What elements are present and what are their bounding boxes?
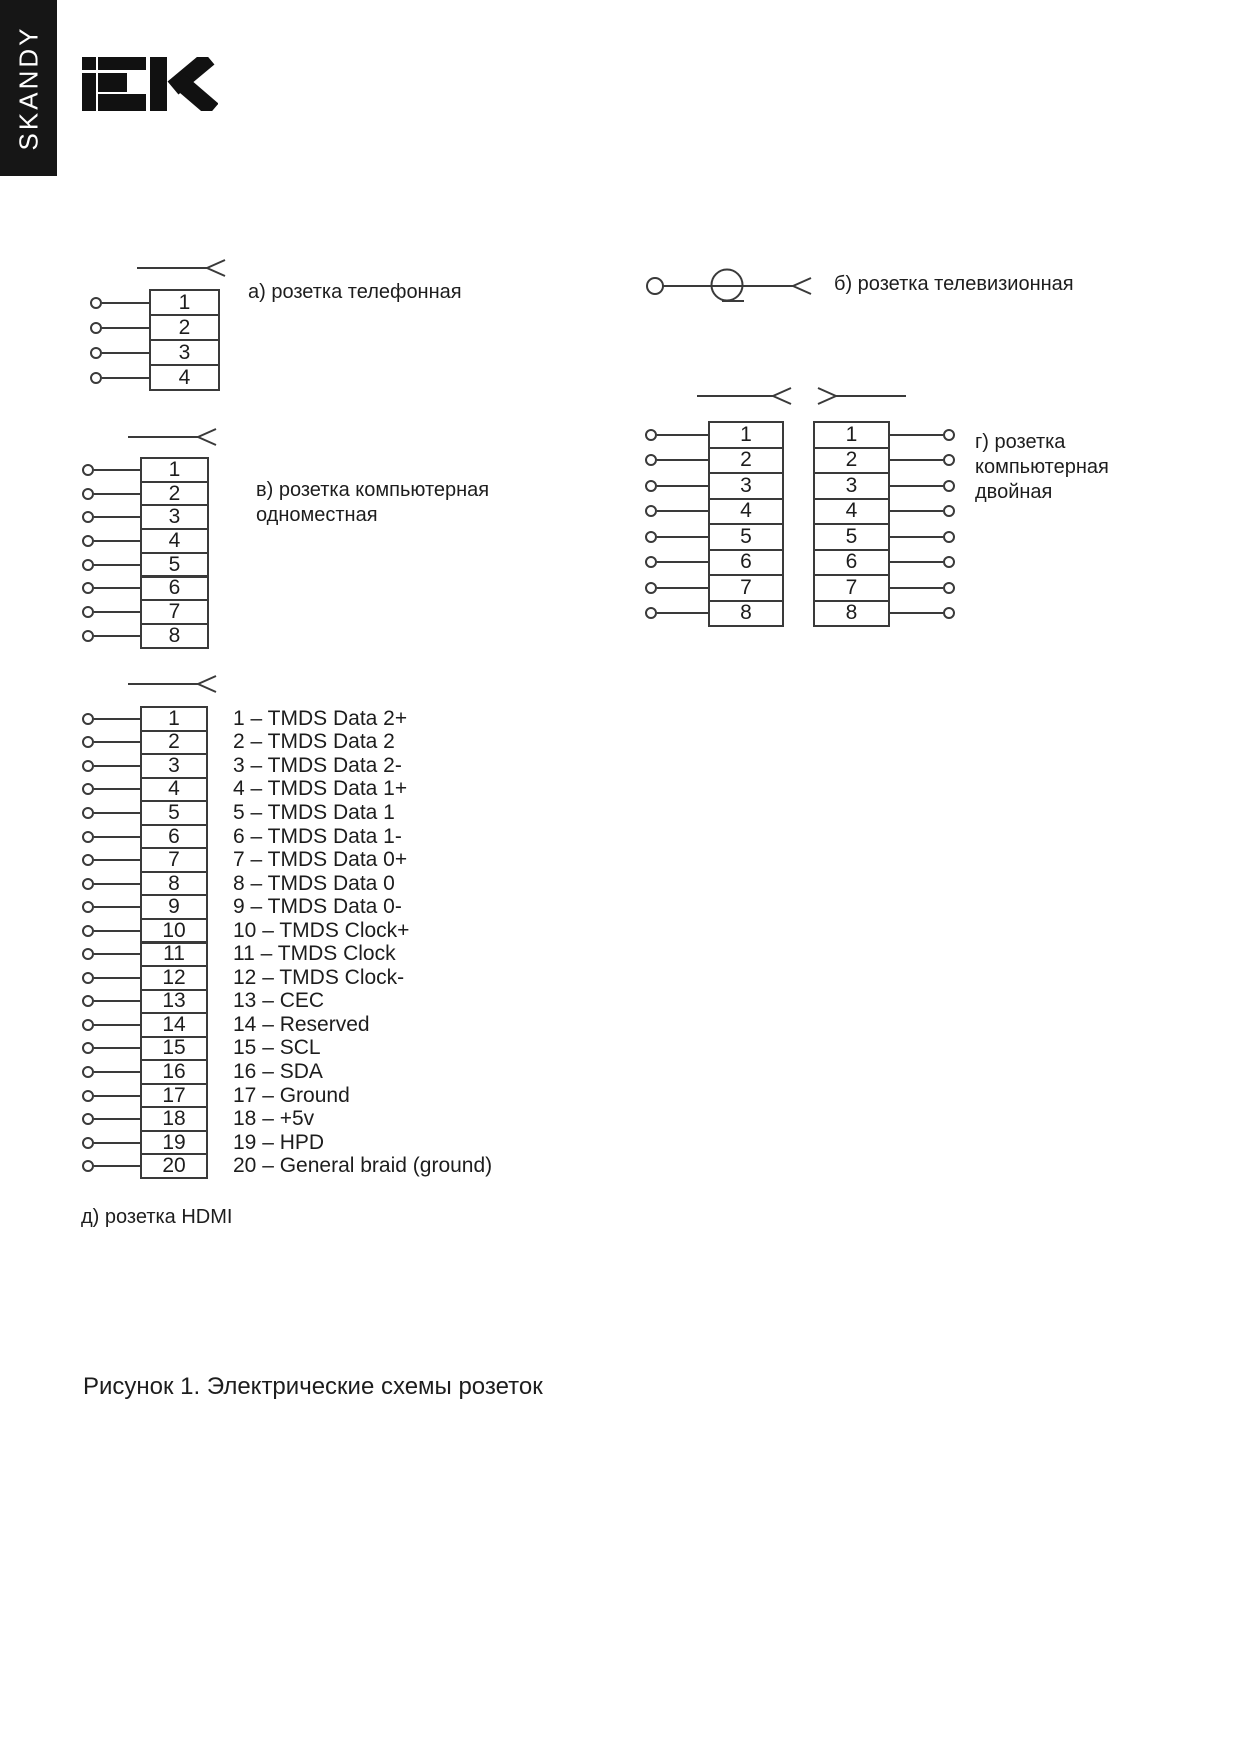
pin-number-cell: 4 (140, 528, 209, 554)
diagram-caption: а) розетка телефонная (248, 281, 462, 303)
pin-wire (102, 327, 149, 329)
diagram-caption-line: компьютерная (975, 456, 1109, 478)
pin-description: 15 – SCL (233, 1036, 321, 1060)
pin-number-cell: 13 (140, 989, 208, 1015)
pin-number-cell: 10 (140, 918, 208, 944)
pin-row (82, 623, 209, 649)
pin-row (82, 552, 209, 578)
pin-wire (94, 516, 140, 518)
pin-row (82, 528, 209, 554)
pin-row (82, 1130, 324, 1156)
pin-wire (94, 765, 140, 767)
diagram-computer-socket-double (645, 385, 1215, 665)
pin-number-cell: 15 (140, 1036, 208, 1062)
pin-terminal-circle (82, 972, 94, 984)
pin-number-cell: 5 (813, 523, 890, 551)
pin-description: 5 – TMDS Data 1 (233, 800, 395, 824)
pin-terminal-circle (82, 1113, 94, 1125)
pin-number-cell: 8 (813, 600, 890, 628)
pin-description: 2 – TMDS Data 2 (233, 730, 395, 754)
pin-terminal-circle (82, 606, 94, 618)
pin-row (82, 753, 402, 779)
pin-number-cell: 5 (140, 552, 209, 578)
pin-row (645, 498, 784, 526)
pin-row (813, 498, 955, 526)
pin-row (82, 942, 396, 968)
pin-terminal-circle (82, 948, 94, 960)
diagram-tv-socket (575, 262, 1215, 322)
pin-wire (94, 587, 140, 589)
pin-number-cell: 3 (813, 472, 890, 500)
pin-row (82, 1036, 321, 1062)
pin-wire (94, 859, 140, 861)
pin-terminal-circle (82, 736, 94, 748)
pin-wire (94, 1118, 140, 1120)
pin-number-cell: 6 (708, 549, 784, 577)
pin-row (813, 472, 955, 500)
pin-number-cell: 6 (140, 824, 208, 850)
pin-terminal-circle (943, 429, 955, 441)
pin-row (90, 314, 220, 341)
pin-number-cell: 16 (140, 1059, 208, 1085)
pin-terminal-circle (82, 995, 94, 1007)
pin-wire (657, 485, 708, 487)
pin-row (82, 965, 404, 991)
pin-wire (94, 1024, 140, 1026)
pin-number-cell: 7 (708, 574, 784, 602)
pin-wire (94, 1142, 140, 1144)
pin-terminal-circle (82, 1160, 94, 1172)
pin-number-cell: 8 (140, 623, 209, 649)
diagram-caption (975, 430, 1109, 505)
pin-wire (94, 1047, 140, 1049)
pin-description: 4 – TMDS Data 1+ (233, 777, 408, 801)
pin-terminal-circle (82, 464, 94, 476)
pin-wire (94, 1165, 140, 1167)
pin-terminal-circle (82, 582, 94, 594)
pin-wire (657, 434, 708, 436)
pin-terminal-circle (943, 454, 955, 466)
pin-number-cell: 1 (708, 421, 784, 449)
pin-row (82, 1059, 323, 1085)
pin-number-cell: 4 (708, 498, 784, 526)
pin-terminal-circle (82, 925, 94, 937)
pin-terminal-circle (82, 1042, 94, 1054)
pin-terminal-circle (645, 582, 657, 594)
pin-terminal-circle (645, 454, 657, 466)
pin-row (645, 523, 784, 551)
plug-contact-symbol-mirrored (816, 385, 906, 407)
pin-description: 9 – TMDS Data 0- (233, 895, 402, 919)
pin-terminal-circle (645, 429, 657, 441)
plug-contact-symbol (137, 257, 227, 279)
pin-number-cell: 18 (140, 1106, 208, 1132)
pin-terminal-circle (943, 556, 955, 568)
diagram-caption: б) розетка телевизионная (834, 273, 1074, 295)
pin-number-cell: 11 (140, 942, 208, 968)
pin-number-cell: 3 (149, 339, 220, 366)
pin-wire (94, 493, 140, 495)
pin-wire (94, 1071, 140, 1073)
pin-wire (94, 930, 140, 932)
diagram-caption-line: в) розетка компьютерная (256, 479, 490, 501)
diagram-computer-socket-single (82, 428, 582, 678)
pin-description: 20 – General braid (ground) (233, 1154, 493, 1178)
pin-row (82, 1153, 492, 1179)
pin-description: 10 – TMDS Clock+ (233, 918, 410, 942)
pin-description: 8 – TMDS Data 0 (233, 871, 395, 895)
pin-row (82, 599, 209, 625)
pin-number-cell: 14 (140, 1012, 208, 1038)
diagram-caption: д) розетка HDMI (81, 1206, 233, 1228)
pin-terminal-circle (82, 807, 94, 819)
pin-number-cell: 7 (813, 574, 890, 602)
pin-terminal-circle (90, 297, 102, 309)
pin-wire (94, 1000, 140, 1002)
pin-terminal-circle (82, 1137, 94, 1149)
pin-number-cell: 3 (708, 472, 784, 500)
pin-row (645, 472, 784, 500)
pin-terminal-circle (645, 480, 657, 492)
pin-number-cell: 1 (149, 289, 220, 316)
pin-number-cell: 5 (140, 800, 208, 826)
tv-socket-symbol (645, 268, 825, 308)
plug-contact-symbol (697, 385, 793, 407)
pin-terminal-circle (645, 556, 657, 568)
pin-description: 11 – TMDS Clock (233, 942, 396, 966)
pin-terminal-circle (82, 854, 94, 866)
pin-terminal-circle (82, 1090, 94, 1102)
pin-terminal-circle (645, 607, 657, 619)
pin-description: 3 – TMDS Data 2- (233, 753, 402, 777)
pin-description: 19 – HPD (233, 1130, 325, 1154)
pin-terminal-circle (82, 511, 94, 523)
pin-terminal-circle (943, 582, 955, 594)
pin-number-cell: 2 (140, 730, 208, 756)
pin-row (645, 600, 784, 628)
brand-sidebar (0, 0, 57, 176)
pin-terminal-circle (943, 480, 955, 492)
pin-row (645, 447, 784, 475)
pin-number-cell: 2 (140, 481, 209, 507)
pin-wire (657, 587, 708, 589)
pin-terminal-circle (82, 488, 94, 500)
pin-row (645, 574, 784, 602)
pin-description: 6 – TMDS Data 1- (233, 824, 402, 848)
pin-number-cell: 8 (140, 871, 208, 897)
pin-terminal-circle (82, 535, 94, 547)
pin-number-cell: 1 (813, 421, 890, 449)
pin-number-cell: 7 (140, 599, 209, 625)
pin-number-cell: 4 (140, 777, 208, 803)
diagram-caption (256, 478, 489, 528)
pin-row (82, 777, 407, 803)
pin-wire (890, 434, 943, 436)
pin-row (813, 447, 955, 475)
pin-wire (94, 741, 140, 743)
pin-wire (657, 459, 708, 461)
pin-terminal-circle (645, 505, 657, 517)
pin-wire (657, 536, 708, 538)
pin-number-cell: 5 (708, 523, 784, 551)
pin-row (82, 576, 209, 602)
pin-wire (102, 302, 149, 304)
pin-number-cell: 17 (140, 1083, 208, 1109)
pin-description: 13 – CEC (233, 989, 325, 1013)
diagram-caption-line: двойная (975, 481, 1053, 503)
pin-wire (94, 718, 140, 720)
pin-number-cell: 19 (140, 1130, 208, 1156)
pin-row (82, 504, 209, 530)
pin-number-cell: 20 (140, 1153, 208, 1179)
pin-number-cell: 1 (140, 457, 209, 483)
pin-number-cell: 7 (140, 847, 208, 873)
pin-number-cell: 8 (708, 600, 784, 628)
pin-terminal-circle (90, 347, 102, 359)
pin-number-cell: 4 (149, 364, 220, 391)
pin-row (645, 421, 784, 449)
pin-description: 12 – TMDS Clock- (233, 965, 405, 989)
iek-logo (82, 57, 218, 111)
pin-number-cell: 3 (140, 504, 209, 530)
pin-row (813, 421, 955, 449)
pin-row (82, 457, 209, 483)
pin-number-cell: 2 (708, 447, 784, 475)
pin-wire (94, 469, 140, 471)
pin-row (82, 1106, 314, 1132)
pin-wire (890, 510, 943, 512)
pin-row (813, 600, 955, 628)
pin-wire (890, 587, 943, 589)
diagram-telephone-socket (82, 258, 522, 408)
pin-row (82, 730, 395, 756)
pin-row (82, 800, 395, 826)
pin-wire (94, 788, 140, 790)
pin-row (82, 989, 324, 1015)
pin-terminal-circle (82, 760, 94, 772)
pin-number-cell: 2 (149, 314, 220, 341)
pin-terminal-circle (82, 1019, 94, 1031)
pin-row (813, 574, 955, 602)
pin-wire (94, 635, 140, 637)
pin-wire (890, 459, 943, 461)
pin-terminal-circle (82, 713, 94, 725)
pin-terminal-circle (943, 505, 955, 517)
pin-wire (657, 561, 708, 563)
pin-wire (94, 953, 140, 955)
pin-wire (890, 561, 943, 563)
pin-description: 7 – TMDS Data 0+ (233, 848, 408, 872)
pin-wire (890, 485, 943, 487)
brand-vertical-label: SKANDY (13, 25, 43, 151)
pin-number-cell: 12 (140, 965, 208, 991)
pin-row (90, 289, 220, 316)
diagram-hdmi-socket (82, 673, 822, 1263)
pin-wire (94, 977, 140, 979)
pin-terminal-circle (82, 630, 94, 642)
pin-description: 14 – Reserved (233, 1012, 370, 1036)
pin-wire (94, 1095, 140, 1097)
pin-row (82, 824, 402, 850)
pin-terminal-circle (82, 559, 94, 571)
pin-row (90, 364, 220, 391)
pin-row (82, 894, 402, 920)
pin-number-cell: 9 (140, 894, 208, 920)
pin-description: 16 – SDA (233, 1060, 323, 1084)
pin-number-cell: 4 (813, 498, 890, 526)
pin-row (82, 1083, 350, 1109)
pin-wire (94, 836, 140, 838)
pin-wire (657, 510, 708, 512)
pin-wire (94, 883, 140, 885)
pin-wire (102, 377, 149, 379)
pin-terminal-circle (943, 607, 955, 619)
pin-wire (94, 812, 140, 814)
pin-terminal-circle (82, 831, 94, 843)
pin-terminal-circle (943, 531, 955, 543)
pin-terminal-circle (645, 531, 657, 543)
pin-wire (94, 906, 140, 908)
pin-terminal-circle (82, 878, 94, 890)
pin-wire (94, 564, 140, 566)
pin-row (645, 549, 784, 577)
pin-wire (657, 612, 708, 614)
pin-description: 1 – TMDS Data 2+ (233, 706, 408, 730)
pin-number-cell: 6 (813, 549, 890, 577)
diagram-caption-line: г) розетка (975, 431, 1066, 453)
plug-contact-symbol (128, 673, 218, 695)
pin-row (90, 339, 220, 366)
pin-wire (890, 536, 943, 538)
pin-wire (94, 611, 140, 613)
pin-terminal-circle (90, 372, 102, 384)
pin-terminal-circle (82, 783, 94, 795)
pin-description: 18 – +5v (233, 1107, 315, 1131)
pin-row (82, 1012, 370, 1038)
pin-number-cell: 1 (140, 706, 208, 732)
pin-row (82, 847, 407, 873)
pin-row (82, 706, 407, 732)
pin-number-cell: 6 (140, 576, 209, 602)
figure-caption: Рисунок 1. Электрические схемы розеток (83, 1373, 543, 1400)
pin-row (813, 549, 955, 577)
pin-terminal-circle (90, 322, 102, 334)
pin-row (813, 523, 955, 551)
plug-contact-symbol (128, 426, 218, 448)
pin-row (82, 918, 409, 944)
pin-description: 17 – Ground (233, 1083, 350, 1107)
pin-number-cell: 3 (140, 753, 208, 779)
pin-row (82, 481, 209, 507)
pin-wire (94, 540, 140, 542)
pin-terminal-circle (82, 901, 94, 913)
pin-wire (102, 352, 149, 354)
pin-number-cell: 2 (813, 447, 890, 475)
pin-terminal-circle (82, 1066, 94, 1078)
pin-wire (890, 612, 943, 614)
pin-row (82, 871, 395, 897)
diagram-caption-line: одноместная (256, 504, 378, 526)
